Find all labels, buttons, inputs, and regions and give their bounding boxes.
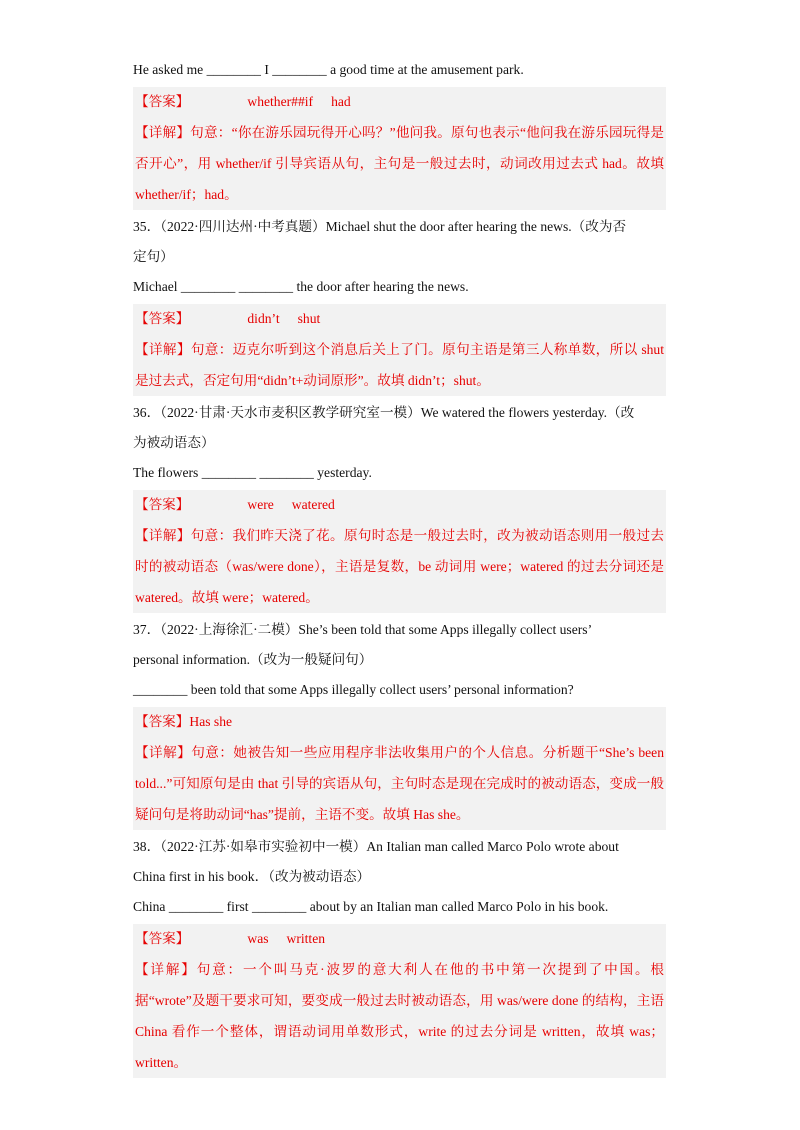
answer-value-1: was [247, 931, 269, 946]
q34-sentence: He asked me ________ I ________ a good time at the amusement park. [133, 62, 524, 77]
q37-stem-1: 37．（2022·上海徐汇·二模）She’s been told that some Apps illegally collect users’ [133, 622, 593, 637]
answer-value-1: were [247, 497, 274, 512]
q38-stem-1: 38．（2022·江苏·如皋市实验初中一模）An Italian man called Marco Polo wrote about [133, 839, 619, 854]
q35-stem-2: 定句） [133, 249, 174, 264]
q36-answer-box [133, 490, 666, 613]
q34-answer-line [135, 87, 664, 117]
q37-answer-line [135, 707, 664, 737]
q36-sentence: The flowers ________ ________ yesterday. [133, 465, 372, 480]
answer-label: 【答案】 [135, 931, 190, 946]
q38-answer-line [135, 924, 664, 954]
q37-stem-2: personal information.（改为一般疑问句） [133, 652, 373, 667]
q37-sentence: ________ been told that some Apps illegally collect users’ personal information? [133, 682, 574, 697]
q38-detail: 【详解】句意：一个叫马克·波罗的意大利人在他的书中第一次提到了中国。根据“wrote”及题干要求可知，要变成一般过去时被动语态，用 was/were done 的结构，主语 China 看作一个整体，谓语动词用单数形式，write 的过去分词是 written，故填 was；written。 [135, 962, 664, 1070]
q35-answer-line [135, 304, 664, 334]
q34-answer-box [133, 87, 666, 210]
q36-stem-2: 为被动语态） [133, 435, 215, 450]
q35-stem-1: 35．（2022·四川达州·中考真题）Michael shut the door after hearing the news.（改为否 [133, 219, 627, 234]
q36-detail: 【详解】句意：我们昨天浇了花。原句时态是一般过去时，改为被动语态则用一般过去时的被动语态（was/were done），主语是复数，be 动词用 were；watered 的过去分词还是 watered。故填 were；watered。 [135, 528, 664, 605]
answer-label: 【答案】 [135, 497, 190, 512]
q37-answer-box [133, 707, 666, 830]
q35-sentence: Michael ________ ________ the door after hearing the news. [133, 279, 469, 294]
answer-value-2: written [286, 931, 326, 946]
q36-answer-line [135, 490, 664, 520]
q34-detail: 【详解】句意：“你在游乐园玩得开心吗？”他问我。原句也表示“他问我在游乐园玩得是否开心”，用 whether/if 引导宾语从句，主句是一般过去时，动词改用过去式 had。故填 whether/if；had。 [135, 125, 664, 202]
answer-value-1: didn’t [247, 311, 280, 326]
answer-label: 【答案】 [135, 714, 190, 729]
q38-sentence: China ________ first ________ about by an Italian man called Marco Polo in his book. [133, 899, 609, 914]
q35-detail: 【详解】句意：迈克尔听到这个消息后关上了门。原句主语是第三人称单数，所以 shut 是过去式，否定句用“didn’t+动词原形”。故填 didn’t；shut。 [135, 342, 664, 388]
answer-value-2: shut [297, 311, 321, 326]
q36-stem-1: 36．（2022·甘肃·天水市麦积区教学研究室一模）We watered the flowers yesterday.（改 [133, 405, 635, 420]
q38-stem-2: China first in his book．（改为被动语态） [133, 869, 371, 884]
q37-detail: 【详解】句意：她被告知一些应用程序非法收集用户的个人信息。分析题干“She’s been told...”可知原句是由 that 引导的宾语从句，主句时态是现在完成时的被动语态，变成一般疑问句是将助动词“has”提前，主语不变。故填 Has she。 [135, 745, 664, 822]
document-page [133, 55, 666, 1080]
answer-value-1: Has she [189, 714, 233, 729]
q38-answer-box [133, 924, 666, 1078]
answer-value-2: watered [291, 497, 335, 512]
answer-value-1: whether##if [247, 94, 314, 109]
answer-label: 【答案】 [135, 311, 190, 326]
q35-answer-box [133, 304, 666, 396]
answer-label: 【答案】 [135, 94, 190, 109]
answer-value-2: had [331, 94, 351, 109]
